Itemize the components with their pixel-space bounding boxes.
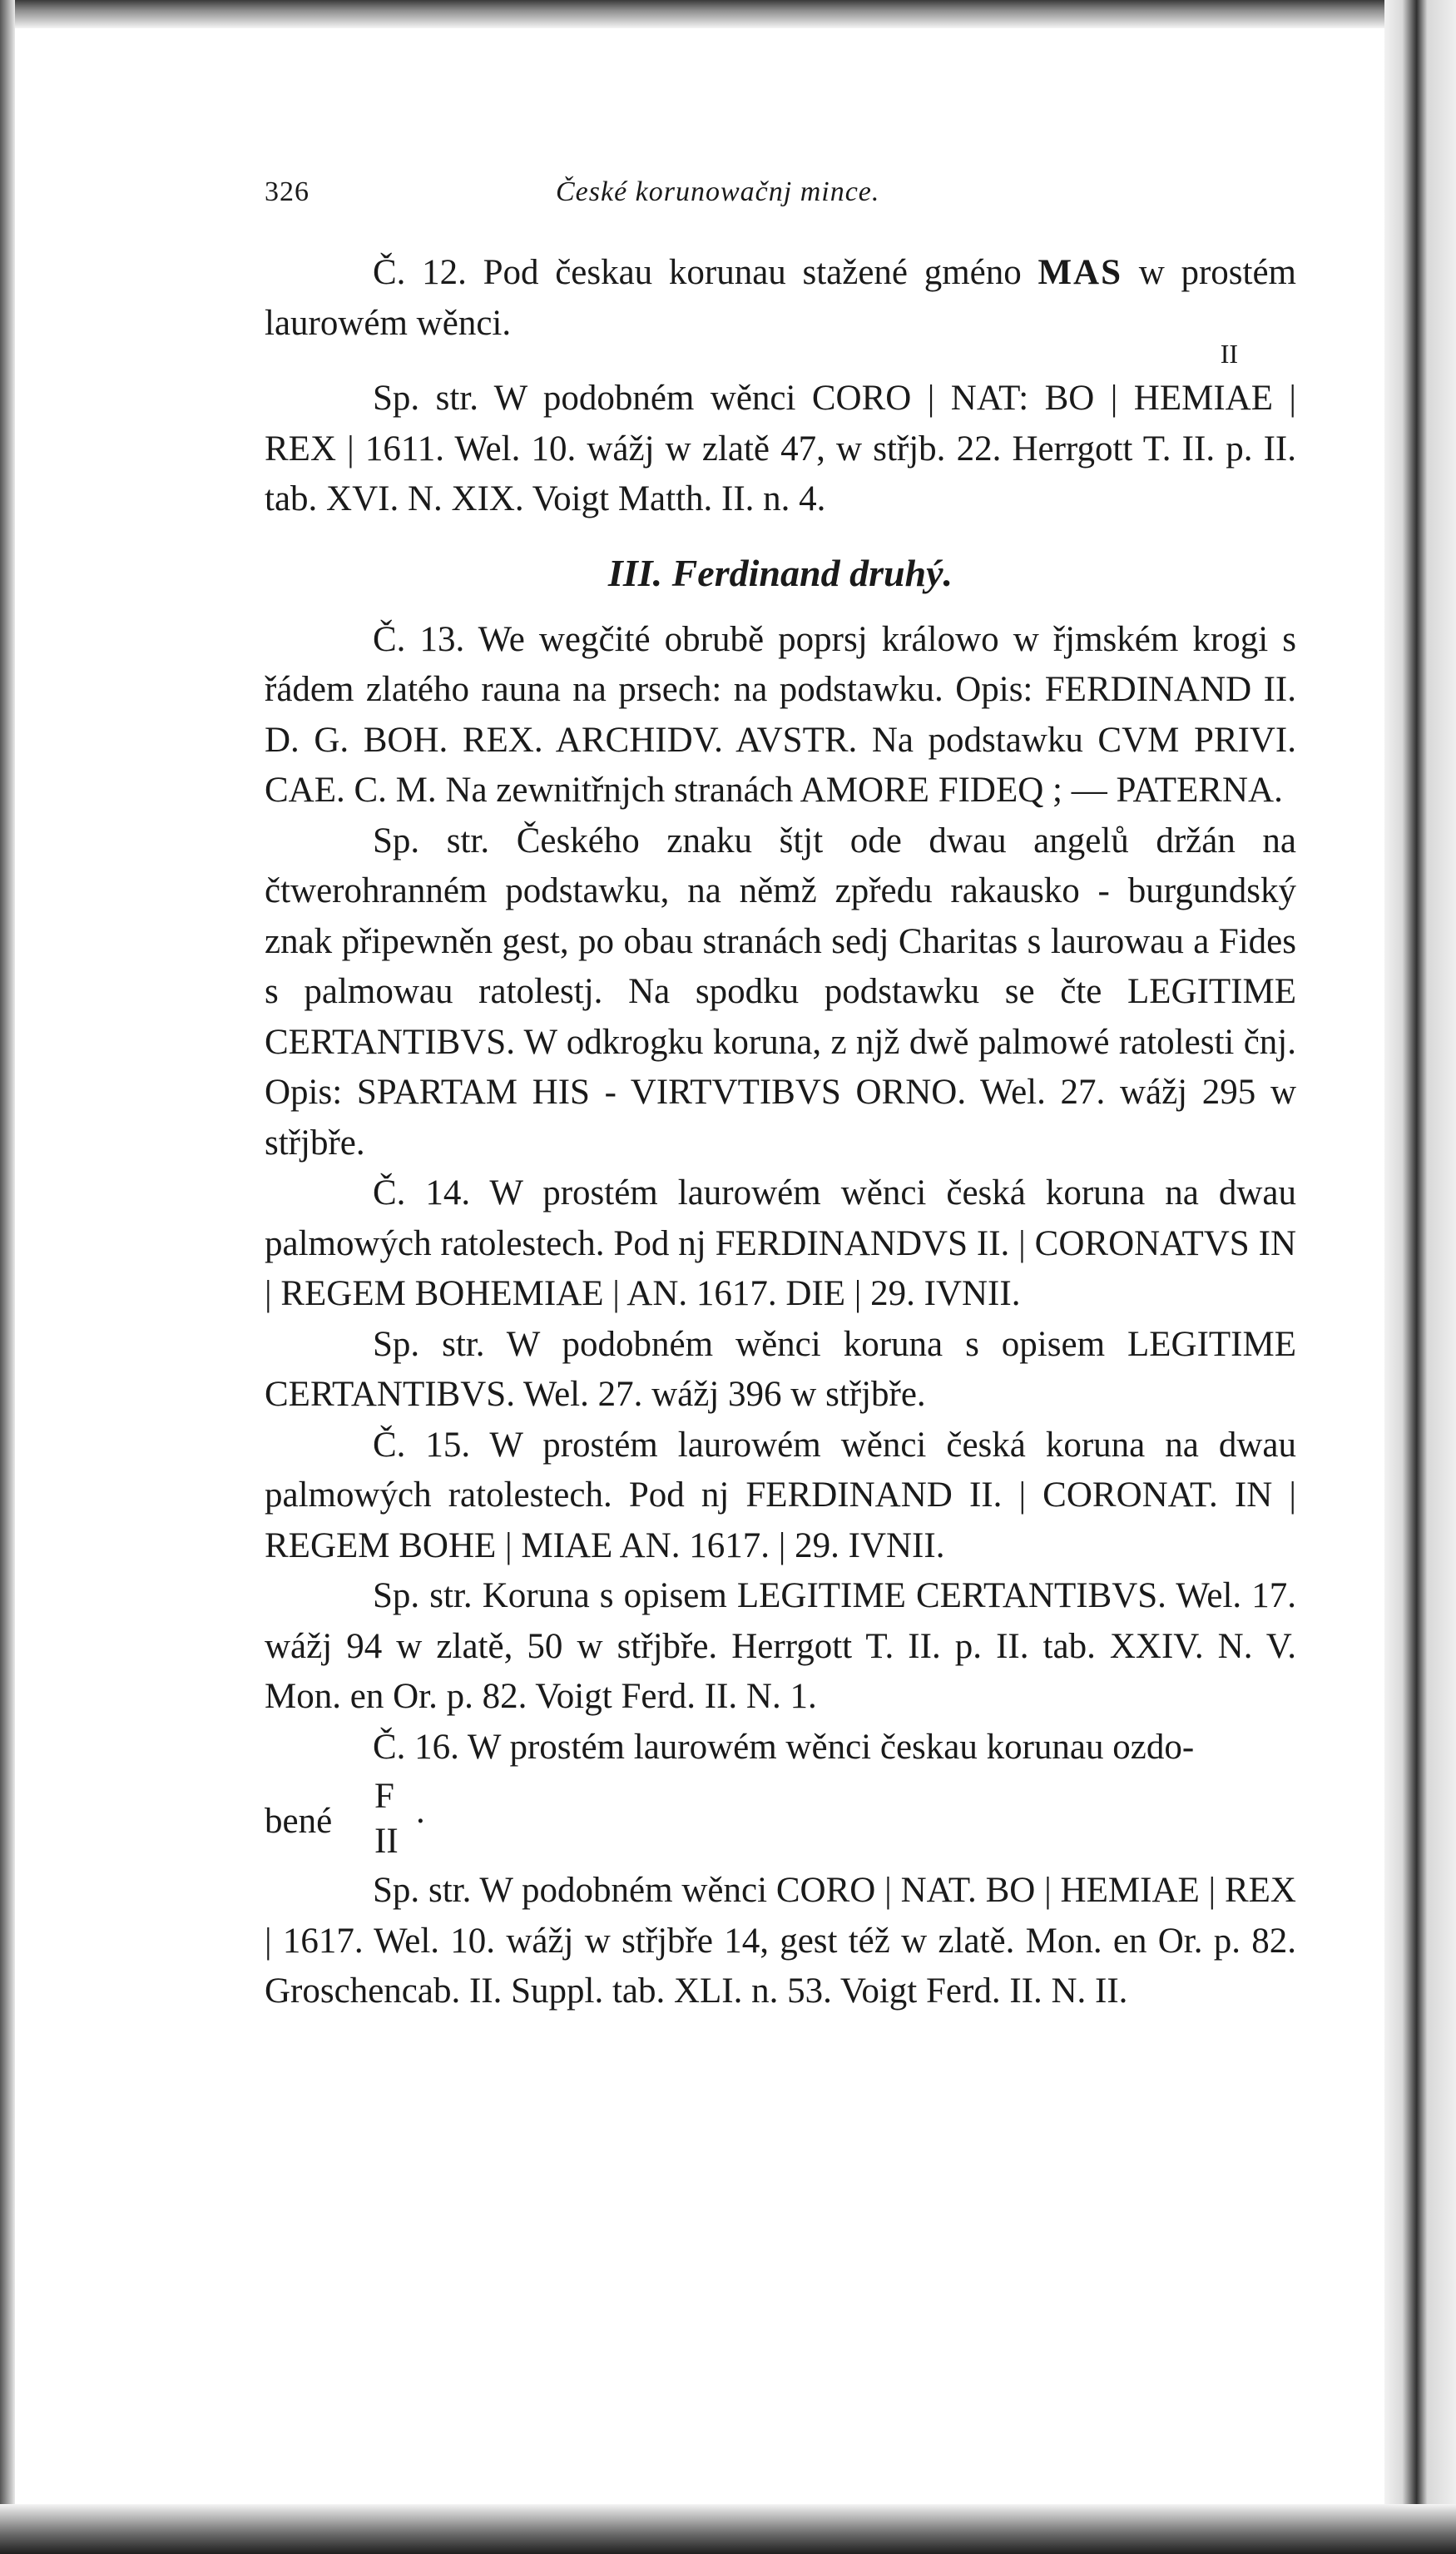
entry-12 bbox=[265, 248, 1296, 349]
entry-16-reverse: Sp. str. W podobném wěnci CORO | NAT. BO | HEMIAE | REX | 1617. Wel. 10. wážj w střjbře 14, gest též w zlatě. Mon. en Or. p. 82. Groschencab. II. Suppl. tab. XLI. n. 53. Voigt Ferd. II. N. II. bbox=[265, 1871, 1296, 2011]
entry-12-monogram: MAS bbox=[1038, 253, 1123, 292]
running-head bbox=[265, 166, 1296, 216]
scan-edge-top bbox=[0, 0, 1456, 28]
entry-12-lead: Č. 12. Pod českau korunau stažené gméno bbox=[373, 253, 1038, 292]
page-number: 326 bbox=[265, 176, 310, 207]
entry-16-cont: bené bbox=[265, 1802, 333, 1841]
section-heading: III. Ferdinand druhý. bbox=[607, 551, 953, 594]
scan-edge-bottom bbox=[0, 2504, 1456, 2554]
scan-edge-right bbox=[1384, 0, 1456, 2554]
entry-15: Č. 15. W prostém laurowém wěnci česká koruna na dwau palmowých ratolestech. Pod nj FERDINAND II. | CORONAT. IN | REGEM BOHE | MIAE AN. 1617. | 29. IVNII. bbox=[265, 1425, 1296, 1565]
running-title: České korunowačnj mince. bbox=[556, 176, 880, 207]
entry-16: Č. 16. W prostém laurowém wěnci českau korunau ozdo- bbox=[373, 1727, 1195, 1767]
book-page bbox=[265, 166, 1296, 2017]
entry-16-monogram-top: F bbox=[374, 1777, 394, 1816]
entry-15-reverse: Sp. str. Koruna s opisem LEGITIME CERTANTIBVS. Wel. 17. wážj 94 w zlatě, 50 w střjbře. Herrgott T. II. p. II. tab. XXIV. N. V. Mon. en Or. p. 82. Voigt Ferd. II. N. 1. bbox=[265, 1576, 1296, 1716]
entry-13-reverse: Sp. str. Českého znaku štjt ode dwau angelů držán na čtwerohranném podstawku, na němž zpředu rakausko - burgundský znak připewněn gest, po obau stranách sedj Charitas s laurowau a Fides s palmowau ratolestj. Na spodku podstawku se čte LEGITIME CERTANTIBVS. W odkrogku koruna, z njž dwě palmowé ratolesti čnj. Opis: SPARTAM HIS - VIRTVTIBVS ORNO. Wel. 27. wážj 295 w střjbře. bbox=[265, 821, 1296, 1163]
entry-16-monogram-bottom: II bbox=[374, 1822, 399, 1861]
entry-14: Č. 14. W prostém laurowém wěnci česká koruna na dwau palmowých ratolestech. Pod nj FERDINANDVS II. | CORONATVS IN | REGEM BOHEMIAE | AN. 1617. DIE | 29. IVNII. bbox=[265, 1173, 1296, 1313]
entry-14-reverse: Sp. str. W podobném wěnci koruna s opisem LEGITIME CERTANTIBVS. Wel. 27. wážj 396 w střjbře. bbox=[265, 1324, 1296, 1414]
entry-12-reverse: Sp. str. W podobném wěnci CORO | NAT: BO | HEMIAE | REX | 1611. Wel. 10. wážj w zlatě 47, w střjb. 22. Herrgott T. II. p. II. tab. XVI. N. XIX. Voigt Matth. II. n. 4. bbox=[265, 379, 1296, 518]
entry-12-tail: w prostém laurowém wěnci. bbox=[265, 253, 1297, 343]
scan-edge-left bbox=[0, 0, 15, 2554]
entry-16-monogram-dot: . bbox=[416, 1792, 425, 1831]
entry-13: Č. 13. We wegčité obrubě poprsj králowo w řjmském krogi s řádem zlatého rauna na prsech: na podstawku. Opis: FERDINAND II. D. G. BOH. REX. ARCHIDV. AVSTR. Na podstawku CVM PRIVI. CAE. C. M. Na zewnitřnjch stranách AMORE FIDEQ ; — PATERNA. bbox=[265, 619, 1296, 810]
entry-16-monogram bbox=[265, 1773, 1296, 1866]
entry-12-monogram-sub: II bbox=[1220, 339, 1238, 369]
